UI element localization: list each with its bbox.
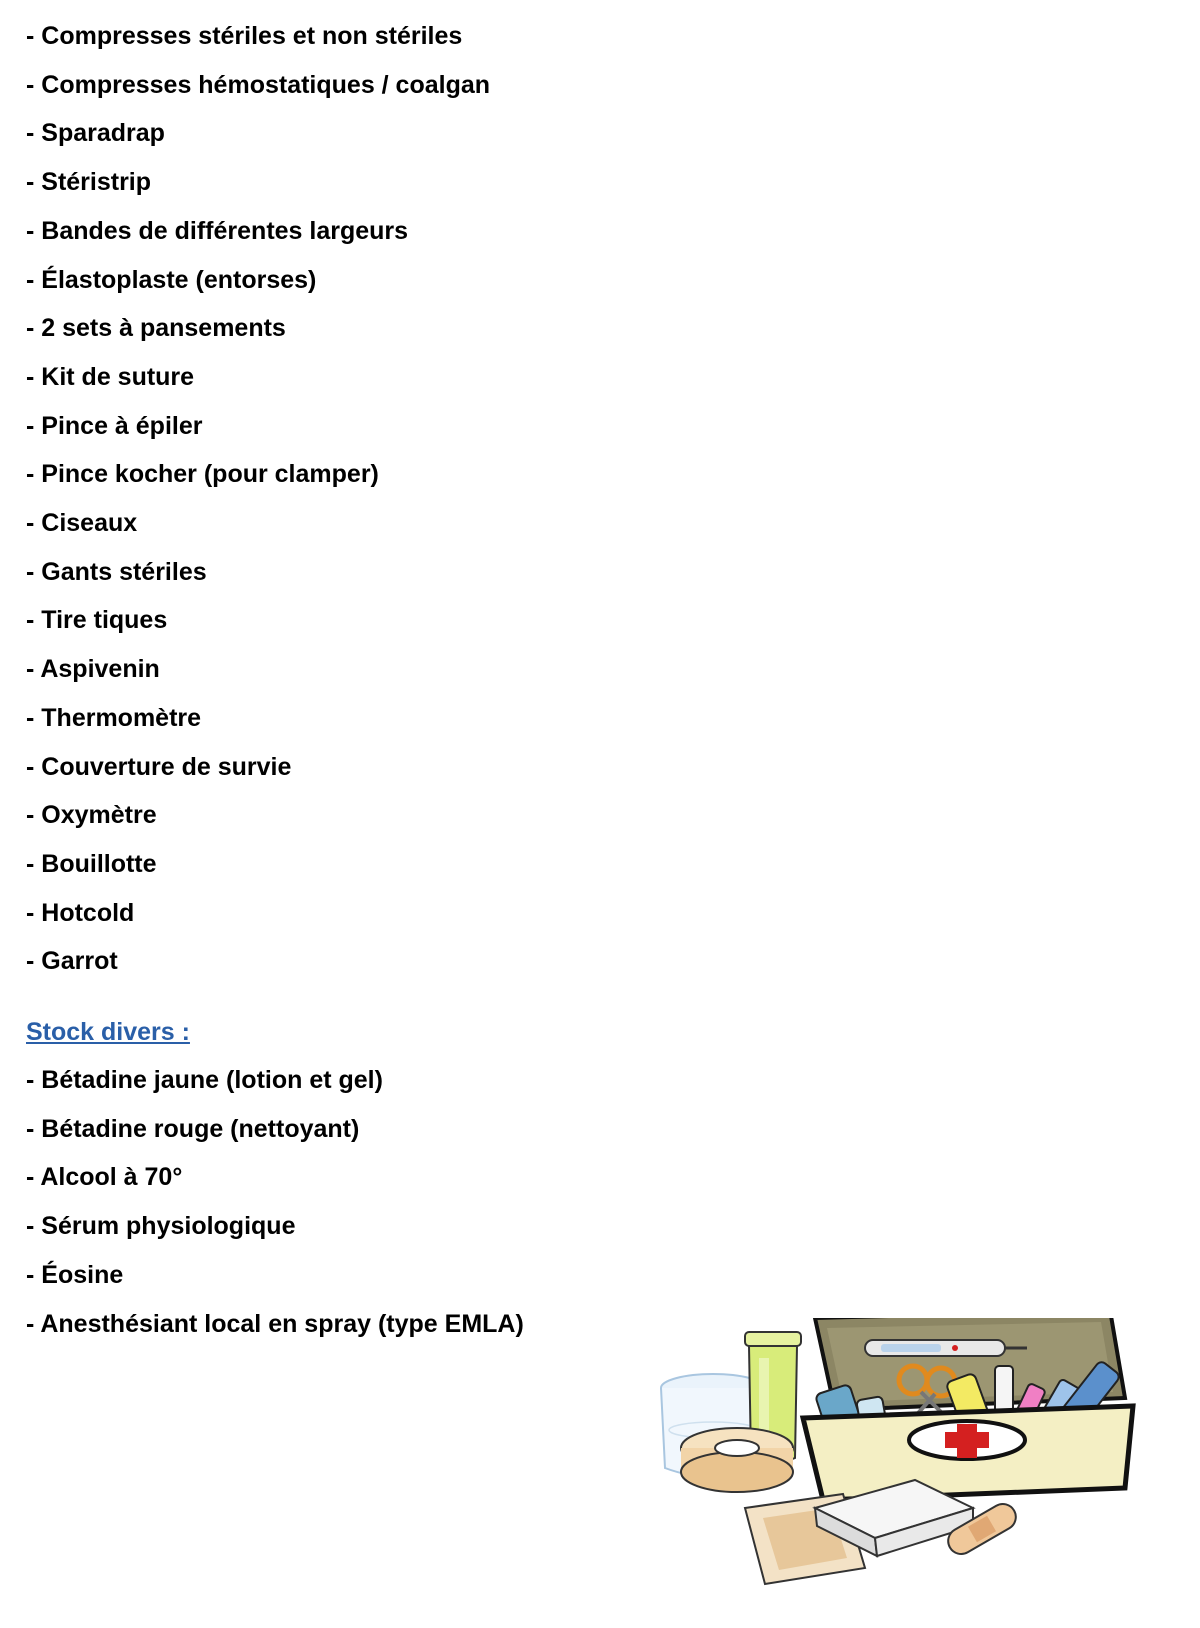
list-item: - Garrot: [26, 947, 118, 976]
list-item: - Éosine: [26, 1260, 124, 1289]
list-item: - Stéristrip: [26, 168, 152, 197]
supplies-list: [26, 12, 490, 986]
list-item: - Anesthésiant local en spray (type EMLA): [26, 1309, 524, 1338]
list-item: - Ciseaux: [26, 509, 138, 538]
list-item: - 2 sets à pansements: [26, 314, 286, 343]
list-item: - Gants stériles: [26, 557, 207, 586]
kit-box-icon: [803, 1406, 1133, 1500]
list-item: - Alcool à 70°: [26, 1163, 183, 1192]
first-aid-kit-illustration: [655, 1318, 1175, 1618]
tape-roll-icon: [681, 1428, 793, 1492]
list-item: - Tire tiques: [26, 606, 168, 635]
list-item: - Couverture de survie: [26, 752, 292, 781]
list-item: - Bouillotte: [26, 849, 157, 878]
list-item: - Compresses hémostatiques / coalgan: [26, 70, 491, 99]
list-item: - Aspivenin: [26, 655, 160, 684]
gauze-pads-icon: [745, 1480, 973, 1584]
list-item: - Sérum physiologique: [26, 1212, 296, 1241]
list-item: - Compresses stériles et non stériles: [26, 22, 463, 50]
list-item: - Kit de suture: [26, 362, 195, 391]
stock-list: [26, 1056, 524, 1348]
list-item: - Bétadine jaune (lotion et gel): [26, 1066, 383, 1094]
list-item: - Thermomètre: [26, 703, 202, 732]
list-item: - Oxymètre: [26, 801, 157, 830]
stock-section-title[interactable]: Stock divers :: [26, 1018, 190, 1046]
list-item: - Pince à épiler: [26, 411, 203, 440]
list-item: - Bandes de différentes largeurs: [26, 216, 409, 245]
list-item: - Pince kocher (pour clamper): [26, 460, 379, 489]
list-item: - Bétadine rouge (nettoyant): [26, 1114, 360, 1143]
list-item: - Élastoplaste (entorses): [26, 265, 317, 294]
list-item: - Sparadrap: [26, 119, 165, 148]
list-item: - Hotcold: [26, 898, 135, 927]
